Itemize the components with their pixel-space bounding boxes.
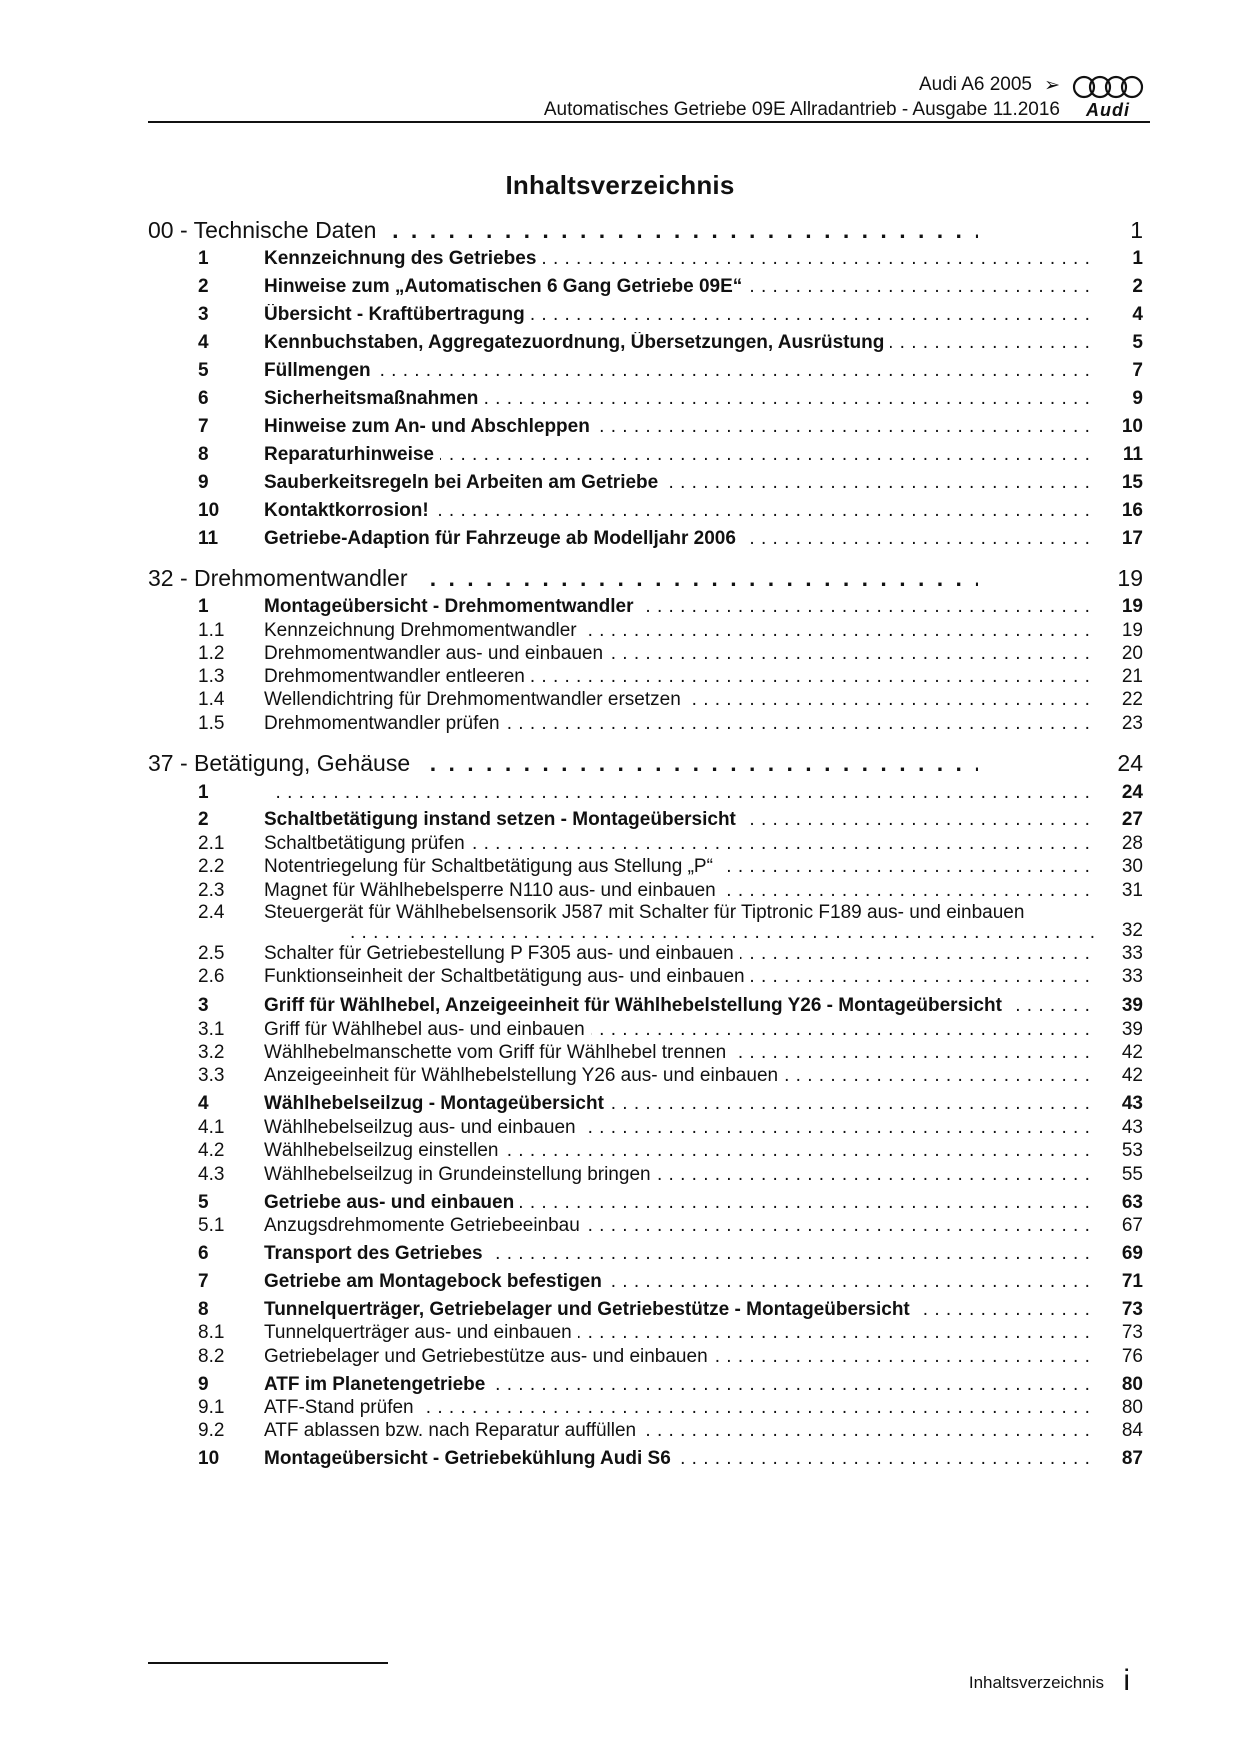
toc-title: Kennbuchstaben, Aggregatezuordnung, Übersetzungen, Ausrüstung — [264, 332, 890, 353]
toc-title: Kennzeichnung des Getriebes — [264, 248, 542, 269]
toc-title: Schaltbetätigung prüfen — [264, 833, 471, 854]
toc-number: 9.2 — [198, 1420, 225, 1441]
toc-page-number: 42 — [1121, 1042, 1143, 1063]
toc-page-number: 30 — [1121, 856, 1143, 877]
toc-number: 6 — [198, 1243, 209, 1264]
toc-title: Drehmomentwandler prüfen — [264, 713, 506, 734]
toc-number: 2.6 — [198, 966, 225, 987]
toc-title — [264, 782, 270, 803]
toc-number: 1.5 — [198, 713, 225, 734]
header-model: Audi A6 2005 — [918, 74, 1032, 95]
toc-number: 3 — [198, 304, 209, 325]
toc-number: 4 — [198, 1093, 209, 1114]
toc-number: 4.3 — [198, 1164, 225, 1185]
toc-title-leader — [264, 388, 1094, 410]
toc-number: 9 — [198, 472, 209, 493]
page-title: Inhaltsverzeichnis — [505, 170, 735, 200]
toc-title: Hinweise zum „Automatischen 6 Gang Getriebe 09E“ — [264, 276, 748, 297]
toc-page-number: 24 — [1117, 750, 1143, 776]
toc-title-leader — [148, 216, 978, 244]
arrow-right-icon: ➢ — [1044, 75, 1060, 96]
toc-number: 7 — [198, 1271, 209, 1292]
toc-title-leader — [264, 332, 1094, 354]
toc-page-number: 10 — [1121, 416, 1143, 437]
toc-page-number: 33 — [1121, 943, 1143, 964]
toc-page-number: 33 — [1121, 966, 1143, 987]
toc-page-number: 73 — [1121, 1299, 1143, 1320]
toc-title: Übersicht - Kraftübertragung — [264, 304, 531, 325]
toc-number: 5 — [198, 1192, 209, 1213]
toc-number: 5 — [198, 360, 209, 381]
toc-number: 2 — [198, 809, 209, 830]
toc-page-number: 55 — [1121, 1164, 1143, 1185]
toc-title: Wählhebelseilzug - Montageübersicht — [264, 1093, 610, 1114]
toc-title: Transport des Getriebes — [264, 1243, 489, 1264]
footer-rule — [148, 1662, 388, 1664]
toc-number: 8 — [198, 444, 209, 465]
toc-page-number: 5 — [1132, 332, 1143, 353]
toc-title: Drehmomentwandler entleeren — [264, 666, 531, 687]
toc-page-number: 87 — [1121, 1448, 1143, 1469]
toc-title-leader — [264, 643, 1094, 665]
toc-title-leader — [264, 276, 1094, 298]
toc-page-number: 43 — [1121, 1093, 1143, 1114]
toc-page-number: 80 — [1121, 1397, 1143, 1418]
toc-number: 1 — [198, 596, 209, 617]
header-rule — [148, 121, 1150, 123]
toc-title-leader — [264, 1065, 1094, 1087]
toc-title-leader — [264, 1192, 1094, 1214]
page-header — [148, 70, 1150, 122]
toc-title: 00 - Technische Daten — [148, 217, 386, 243]
toc-page-number: 1 — [1132, 248, 1143, 269]
toc-title: Wählhebelseilzug aus- und einbauen — [264, 1117, 582, 1138]
toc-page-number: 4 — [1132, 304, 1143, 325]
toc-page-number: 27 — [1121, 809, 1143, 830]
toc-number: 8.1 — [198, 1322, 225, 1343]
toc-title-leader — [264, 833, 1094, 855]
toc-page-number: 21 — [1121, 666, 1143, 687]
toc-title-leader — [264, 1420, 1094, 1442]
toc-title-leader — [264, 500, 1094, 522]
toc-title-leader — [264, 689, 1094, 711]
toc-title: Getriebelager und Getriebestütze aus- und einbauen — [264, 1346, 714, 1367]
toc-page-number: 73 — [1121, 1322, 1143, 1343]
toc-title-leader — [264, 1042, 1094, 1064]
toc-number: 6 — [198, 388, 209, 409]
toc-title: Sauberkeitsregeln bei Arbeiten am Getriebe — [264, 472, 664, 493]
toc-page-number: 2 — [1132, 276, 1143, 297]
toc-title: Tunnelquerträger aus- und einbauen — [264, 1322, 578, 1343]
toc-page-number: 39 — [1121, 1019, 1143, 1040]
toc-number: 5.1 — [198, 1215, 225, 1236]
toc-page-number: 24 — [1121, 782, 1143, 803]
toc-title: Steuergerät für Wählhebelsensorik J587 mit Schalter für Tiptronic F189 aus- und einbauen — [264, 902, 1030, 923]
toc-page-number: 67 — [1121, 1215, 1143, 1236]
toc-title-leader — [264, 1299, 1094, 1321]
toc-number: 4.2 — [198, 1140, 225, 1161]
toc-page-number: 53 — [1121, 1140, 1143, 1161]
toc-title-leader — [264, 1448, 1094, 1470]
toc-number: 9.1 — [198, 1397, 225, 1418]
toc-page-number: 7 — [1132, 360, 1143, 381]
toc-page-number: 63 — [1121, 1192, 1143, 1213]
toc-title-leader — [148, 564, 978, 592]
toc-title-leader — [264, 666, 1094, 688]
toc-title: Wählhebelseilzug in Grundeinstellung bringen — [264, 1164, 657, 1185]
toc-title-leader — [264, 472, 1094, 494]
toc-page-number: 32 — [1121, 920, 1143, 941]
toc-title-leader — [264, 1271, 1094, 1293]
toc-title-leader — [264, 1243, 1094, 1265]
toc-number: 1.4 — [198, 689, 225, 710]
toc-title-leader — [264, 856, 1094, 878]
toc-title: 37 - Betätigung, Gehäuse — [148, 750, 420, 776]
toc-title-leader — [264, 360, 1094, 382]
toc-title: Getriebe aus- und einbauen — [264, 1192, 520, 1213]
toc-title-leader — [264, 1215, 1094, 1237]
toc-page-number: 16 — [1121, 500, 1143, 521]
toc-page-number: 23 — [1121, 713, 1143, 734]
toc-number: 1 — [198, 248, 209, 269]
toc-title-leader — [264, 1397, 1094, 1419]
toc-title-leader — [264, 995, 1094, 1017]
toc-page-number: 20 — [1121, 643, 1143, 664]
toc-title-leader — [264, 304, 1094, 326]
toc-number: 9 — [198, 1374, 209, 1395]
toc-title: Sicherheitsmaßnahmen — [264, 388, 484, 409]
toc-title: Tunnelquerträger, Getriebelager und Getriebestütze - Montageübersicht — [264, 1299, 916, 1320]
toc-page-number: 17 — [1121, 528, 1143, 549]
toc-title: Funktionseinheit der Schaltbetätigung aus- und einbauen — [264, 966, 751, 987]
toc-title-leader — [264, 966, 1094, 988]
toc-title: Montageübersicht - Getriebekühlung Audi S6 — [264, 1448, 677, 1469]
toc-title-leader — [264, 809, 1094, 831]
audi-wordmark: Audi — [1086, 100, 1130, 120]
toc-title: ATF im Planetengetriebe — [264, 1374, 491, 1395]
toc-number: 4 — [198, 332, 209, 353]
toc-title-leader — [264, 943, 1094, 965]
toc-title: Anzugsdrehmomente Getriebeeinbau — [264, 1215, 586, 1236]
toc-title: Notentriegelung für Schaltbetätigung aus Stellung „P“ — [264, 856, 719, 877]
toc-title: Drehmomentwandler aus- und einbauen — [264, 643, 609, 664]
toc-title: Wählhebelmanschette vom Griff für Wählhebel trennen — [264, 1042, 732, 1063]
toc-title: Schalter für Getriebestellung P F305 aus- und einbauen — [264, 943, 740, 964]
toc-number: 3.1 — [198, 1019, 225, 1040]
toc-title: Griff für Wählhebel, Anzeigeeinheit für Wählhebelstellung Y26 - Montageübersicht — [264, 995, 1008, 1016]
toc-number: 1.1 — [198, 620, 225, 641]
toc-page-number: 43 — [1121, 1117, 1143, 1138]
footer-label: Inhaltsverzeichnis — [968, 1673, 1104, 1692]
toc-title-leader — [264, 1346, 1094, 1368]
toc-page-number: 84 — [1121, 1420, 1143, 1441]
toc-title-leader — [264, 1117, 1094, 1139]
toc-title: Schaltbetätigung instand setzen - Montageübersicht — [264, 809, 742, 830]
toc-number: 4.1 — [198, 1117, 225, 1138]
table-of-contents — [148, 217, 1143, 1636]
toc-page-number: 71 — [1121, 1271, 1143, 1292]
toc-page-number: 19 — [1121, 596, 1143, 617]
toc-number: 8 — [198, 1299, 209, 1320]
toc-page-number: 39 — [1121, 995, 1143, 1016]
toc-number: 7 — [198, 416, 209, 437]
toc-title: Wählhebelseilzug einstellen — [264, 1140, 504, 1161]
toc-title: Reparaturhinweise — [264, 444, 440, 465]
toc-number: 1.3 — [198, 666, 225, 687]
toc-title-leader — [264, 1322, 1094, 1344]
toc-number: 8.2 — [198, 1346, 225, 1367]
toc-title-leader — [264, 444, 1094, 466]
toc-page-number: 42 — [1121, 1065, 1143, 1086]
toc-title-leader — [264, 1164, 1094, 1186]
toc-number: 3 — [198, 995, 209, 1016]
toc-page-number: 28 — [1121, 833, 1143, 854]
toc-title: Anzeigeeinheit für Wählhebelstellung Y26 aus- und einbauen — [264, 1065, 784, 1086]
toc-title-leader — [264, 1140, 1094, 1162]
toc-title-leader — [264, 528, 1094, 550]
footer-page-number: i — [1123, 1664, 1130, 1697]
toc-title: Hinweise zum An- und Abschleppen — [264, 416, 596, 437]
toc-number: 2 — [198, 276, 209, 297]
toc-page-number: 76 — [1121, 1346, 1143, 1367]
toc-page-number: 1 — [1130, 217, 1143, 243]
toc-page-number: 19 — [1117, 565, 1143, 591]
toc-title: Getriebe am Montagebock befestigen — [264, 1271, 608, 1292]
toc-title-leader — [264, 1093, 1094, 1115]
toc-page-number: 22 — [1121, 689, 1143, 710]
toc-title: ATF ablassen bzw. nach Reparatur auffüllen — [264, 1420, 642, 1441]
toc-title-leader — [264, 713, 1094, 735]
toc-number: 3.3 — [198, 1065, 225, 1086]
toc-title: Griff für Wählhebel aus- und einbauen — [264, 1019, 591, 1040]
toc-title: Getriebe-Adaption für Fahrzeuge ab Modelljahr 2006 — [264, 528, 742, 549]
toc-title-leader — [264, 416, 1094, 438]
toc-number: 10 — [198, 1448, 220, 1469]
toc-title: Wellendichtring für Drehmomentwandler ersetzen — [264, 689, 687, 710]
toc-page-number: 19 — [1121, 620, 1143, 641]
toc-number: 11 — [198, 528, 219, 549]
toc-title: Kennzeichnung Drehmomentwandler — [264, 620, 583, 641]
toc-title-leader — [264, 1019, 1094, 1041]
toc-number: 10 — [198, 500, 220, 521]
toc-number: 2.1 — [198, 833, 225, 854]
header-subtitle: Automatisches Getriebe 09E Allradantrieb - Ausgabe 11.2016 — [543, 99, 1060, 120]
toc-page-number: 80 — [1121, 1374, 1143, 1395]
toc-number: 2.4 — [198, 902, 225, 923]
toc-title: Montageübersicht - Drehmomentwandler — [264, 596, 640, 617]
toc-number: 3.2 — [198, 1042, 225, 1063]
toc-number: 2.3 — [198, 880, 225, 901]
toc-title-leader — [264, 880, 1094, 902]
toc-title-leader — [264, 903, 1094, 945]
toc-page-number: 31 — [1121, 880, 1143, 901]
toc-number: 1.2 — [198, 643, 225, 664]
toc-page-number: 15 — [1121, 472, 1143, 493]
toc-number: 2.2 — [198, 856, 225, 877]
toc-number: 1 — [198, 782, 209, 803]
toc-title-leader — [264, 596, 1094, 618]
toc-title-leader — [264, 1374, 1094, 1396]
toc-title-leader — [264, 248, 1094, 270]
toc-title-leader — [264, 782, 1094, 804]
toc-title: Magnet für Wählhebelsperre N110 aus- und einbauen — [264, 880, 722, 901]
audi-rings-logo — [1072, 73, 1144, 101]
toc-page-number: 69 — [1121, 1243, 1143, 1264]
toc-title: 32 - Drehmomentwandler — [148, 565, 418, 591]
toc-title: Kontaktkorrosion! — [264, 500, 435, 521]
toc-title: Füllmengen — [264, 360, 377, 381]
toc-page-number: 9 — [1132, 388, 1143, 409]
toc-title-leader — [148, 749, 978, 777]
toc-page-number: 11 — [1122, 444, 1143, 465]
toc-title-leader — [264, 620, 1094, 642]
toc-number: 2.5 — [198, 943, 225, 964]
toc-title: ATF-Stand prüfen — [264, 1397, 420, 1418]
